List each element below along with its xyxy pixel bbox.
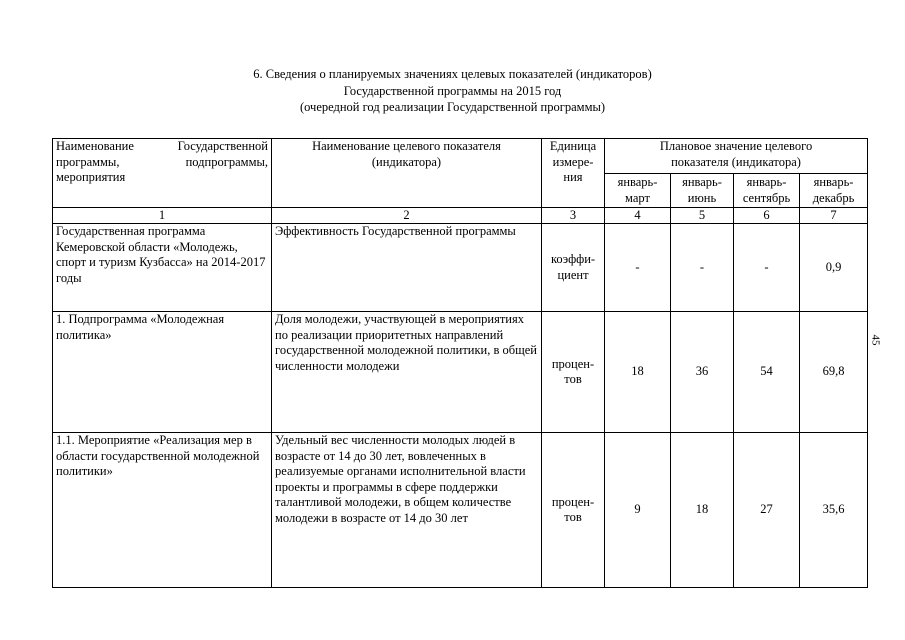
header-indicator-name: Наименование целевого показателя (индикатора) [272,139,542,208]
row-value-year: 69,8 [800,312,868,433]
row-value-h1: 36 [671,312,734,433]
column-number: 6 [734,208,800,224]
row-value-q1: 18 [605,312,671,433]
document-title [0,66,905,116]
column-number: 4 [605,208,671,224]
row-unit: коэффи-циент [542,224,605,312]
page-number: 45 [869,334,882,346]
row-unit: процен-тов [542,312,605,433]
column-number: 2 [272,208,542,224]
row-program-name: Государственная программа Кемеровской области «Молодежь, спорт и туризм Кузбасса» на 2014-2017 годы [53,224,272,312]
title-line-1: 6. Сведения о планируемых значениях целевых показателей (индикаторов) [253,67,652,81]
row-program-name: 1.1. Мероприятие «Реализация мер в области государственной молодежной политики» [53,433,272,588]
column-number: 1 [53,208,272,224]
row-indicator-name: Эффективность Государственной программы [272,224,542,312]
row-value-h1: 18 [671,433,734,588]
title-line-2: Государственной программы на 2015 год [343,83,562,98]
table-row [53,224,868,312]
row-value-year: 35,6 [800,433,868,588]
row-value-year: 0,9 [800,224,868,312]
column-number: 7 [800,208,868,224]
header-jan-dec: январь-декабрь [800,174,868,208]
row-program-name: 1. Подпрограмма «Молодежная политика» [53,312,272,433]
row-indicator-name: Доля молодежи, участвующей в мероприятиях по реализации приоритетных направлений государственной молодежной политики, в общей численности молодежи [272,312,542,433]
header-planned-value: Плановое значение целевого показателя (индикатора) [605,139,868,174]
row-value-q1: 9 [605,433,671,588]
row-value-9m: 27 [734,433,800,588]
column-numbers-row [53,208,868,224]
indicators-table [52,138,868,588]
column-number: 5 [671,208,734,224]
table-row [53,433,868,588]
header-jan-jun: январь-июнь [671,174,734,208]
header-program-name: Наименование Государственной программы, подпрограммы, мероприятия [53,139,272,208]
table-row [53,312,868,433]
header-jan-mar: январь-март [605,174,671,208]
row-value-9m: 54 [734,312,800,433]
row-indicator-name: Удельный вес численности молодых людей в возрасте от 14 до 30 лет, вовлеченных в реализуемые органами исполнительной власти проекты и программы в сфере поддержки талантливой молодежи, в общем количестве молодежи в возрасте от 14 до 30 лет [272,433,542,588]
header-jan-sep: январь-сентябрь [734,174,800,208]
header-unit: Единица измере-ния [542,139,605,208]
row-value-9m: - [734,224,800,312]
row-value-h1: - [671,224,734,312]
header-row [53,139,868,174]
row-unit: процен-тов [542,433,605,588]
title-line-3: (очередной год реализации Государственной программы) [299,100,606,114]
column-number: 3 [542,208,605,224]
row-value-q1: - [605,224,671,312]
